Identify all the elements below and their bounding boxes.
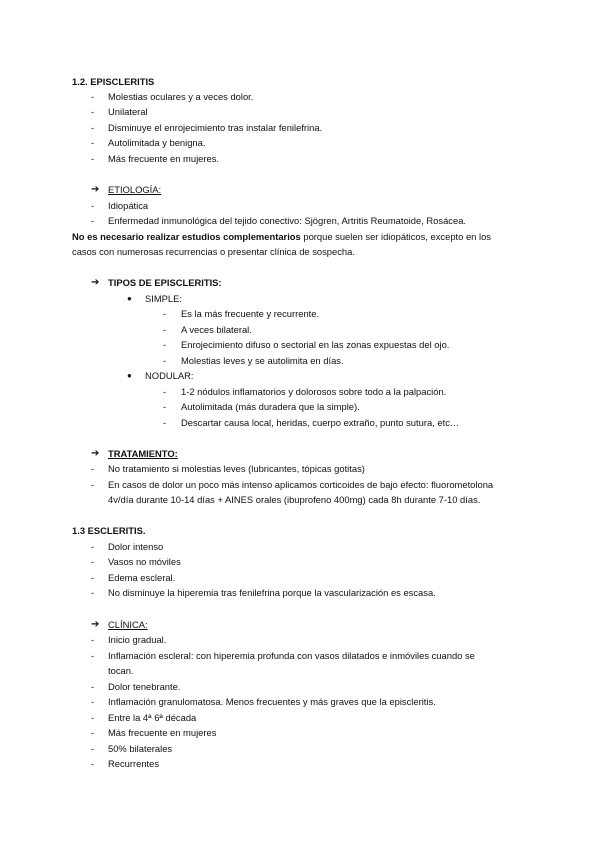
list-item: Autolimitada y benigna. bbox=[108, 137, 206, 148]
dash-bullet: - bbox=[91, 758, 95, 769]
tipo-nodular-label: NODULAR: bbox=[145, 370, 194, 381]
tipo-simple-label: SIMPLE: bbox=[145, 293, 182, 304]
list-item: Más frecuente en mujeres. bbox=[108, 153, 219, 164]
list-item: Dolor intenso bbox=[108, 541, 164, 552]
subheading-tratamiento: TRATAMIENTO: bbox=[108, 448, 178, 459]
dash-bullet: - bbox=[163, 339, 167, 350]
section-heading-episcleritis: 1.2. EPISCLERITIS bbox=[72, 76, 155, 87]
dash-bullet: - bbox=[91, 650, 95, 661]
list-item: Inicio gradual. bbox=[108, 634, 167, 645]
dash-bullet: - bbox=[91, 215, 95, 226]
arrow-icon: ➔ bbox=[91, 448, 100, 459]
dash-bullet: - bbox=[91, 572, 95, 583]
list-item: Recurrentes bbox=[108, 758, 160, 769]
list-item: Dolor tenebrante. bbox=[108, 681, 181, 692]
list-item: 1-2 nódulos inflamatorios y dolorosos sobre todo a la palpación. bbox=[181, 386, 447, 397]
list-item: Descartar causa local, heridas, cuerpo extraño, punto sutura, etc… bbox=[181, 417, 460, 428]
dash-bullet: - bbox=[91, 587, 95, 598]
list-item: Inflamación granulomatosa. Menos frecuentes y más graves que la episcleritis. bbox=[108, 696, 436, 707]
list-item-continuation: tocan. bbox=[108, 665, 134, 676]
dash-bullet: - bbox=[91, 727, 95, 738]
round-bullet-icon: ● bbox=[127, 371, 132, 380]
dash-bullet: - bbox=[91, 137, 95, 148]
list-item: En casos de dolor un poco más intenso aplicamos corticoides de bajo efecto: fluorometolona bbox=[108, 479, 494, 490]
dash-bullet: - bbox=[91, 91, 95, 102]
list-item: No tratamiento si molestias leves (lubricantes, tópicas gotitas) bbox=[108, 463, 365, 474]
list-item: Edema escleral. bbox=[108, 572, 176, 583]
dash-bullet: - bbox=[91, 696, 95, 707]
dash-bullet: - bbox=[163, 401, 167, 412]
dash-bullet: - bbox=[91, 634, 95, 645]
list-item: Unilateral bbox=[108, 106, 148, 117]
etiologia-note-rest: porque suelen ser idiopáticos, excepto en los bbox=[300, 231, 491, 242]
list-item: 50% bilaterales bbox=[108, 743, 173, 754]
etiologia-note bbox=[72, 229, 491, 245]
list-item: Idiopática bbox=[108, 200, 149, 211]
list-item: Molestias oculares y a veces dolor. bbox=[108, 91, 254, 102]
subheading-tipos: TIPOS DE EPISCLERITIS: bbox=[108, 277, 222, 288]
dash-bullet: - bbox=[91, 743, 95, 754]
etiologia-note-bold: No es necesario realizar estudios complementarios bbox=[72, 231, 301, 242]
list-item-continuation: 4v/día durante 10-14 días + AINES orales (ibuprofeno 400mg) cada 8h durante 7-10 días. bbox=[108, 494, 481, 505]
list-item: Enrojecimiento difuso o sectorial en las zonas expuestas del ojo. bbox=[181, 339, 450, 350]
list-item: A veces bilateral. bbox=[181, 324, 252, 335]
section-heading-escleritis: 1.3 ESCLERITIS. bbox=[72, 525, 146, 536]
list-item: Es la más frecuente y recurrente. bbox=[181, 308, 320, 319]
list-item: No disminuye la hiperemia tras fenilefrina porque la vascularización es escasa. bbox=[108, 587, 436, 598]
round-bullet-icon: ● bbox=[127, 294, 132, 303]
dash-bullet: - bbox=[91, 153, 95, 164]
arrow-icon: ➔ bbox=[91, 184, 100, 195]
list-item: Vasos no móviles bbox=[108, 556, 181, 567]
dash-bullet: - bbox=[163, 324, 167, 335]
dash-bullet: - bbox=[91, 556, 95, 567]
arrow-icon: ➔ bbox=[91, 277, 100, 288]
subheading-etiologia: ETIOLOGÍA: bbox=[108, 184, 162, 195]
list-item: Enfermedad inmunológica del tejido conectivo: Sjögren, Artritis Reumatoide, Rosácea. bbox=[108, 215, 467, 226]
list-item: Molestias leves y se autolimita en días. bbox=[181, 355, 344, 366]
arrow-icon: ➔ bbox=[91, 619, 100, 630]
dash-bullet: - bbox=[91, 712, 95, 723]
list-item: Disminuye el enrojecimiento tras instalar fenilefrina. bbox=[108, 122, 323, 133]
subheading-clinica: CLÍNICA: bbox=[108, 619, 148, 630]
dash-bullet: - bbox=[91, 463, 95, 474]
dash-bullet: - bbox=[91, 479, 95, 490]
list-item: Inflamación escleral: con hiperemia profunda con vasos dilatados e inmóviles cuando se bbox=[108, 650, 475, 661]
list-item: Más frecuente en mujeres bbox=[108, 727, 217, 738]
list-item: Autolimitada (más duradera que la simple). bbox=[181, 401, 360, 412]
dash-bullet: - bbox=[91, 122, 95, 133]
dash-bullet: - bbox=[91, 541, 95, 552]
dash-bullet: - bbox=[163, 308, 167, 319]
dash-bullet: - bbox=[91, 681, 95, 692]
dash-bullet: - bbox=[91, 106, 95, 117]
dash-bullet: - bbox=[163, 386, 167, 397]
etiologia-note-line2: casos con numerosas recurrencias o presentar clínica de sospecha. bbox=[72, 246, 355, 257]
dash-bullet: - bbox=[163, 355, 167, 366]
list-item: Entre la 4ª 6ª década bbox=[108, 712, 197, 723]
dash-bullet: - bbox=[91, 200, 95, 211]
dash-bullet: - bbox=[163, 417, 167, 428]
